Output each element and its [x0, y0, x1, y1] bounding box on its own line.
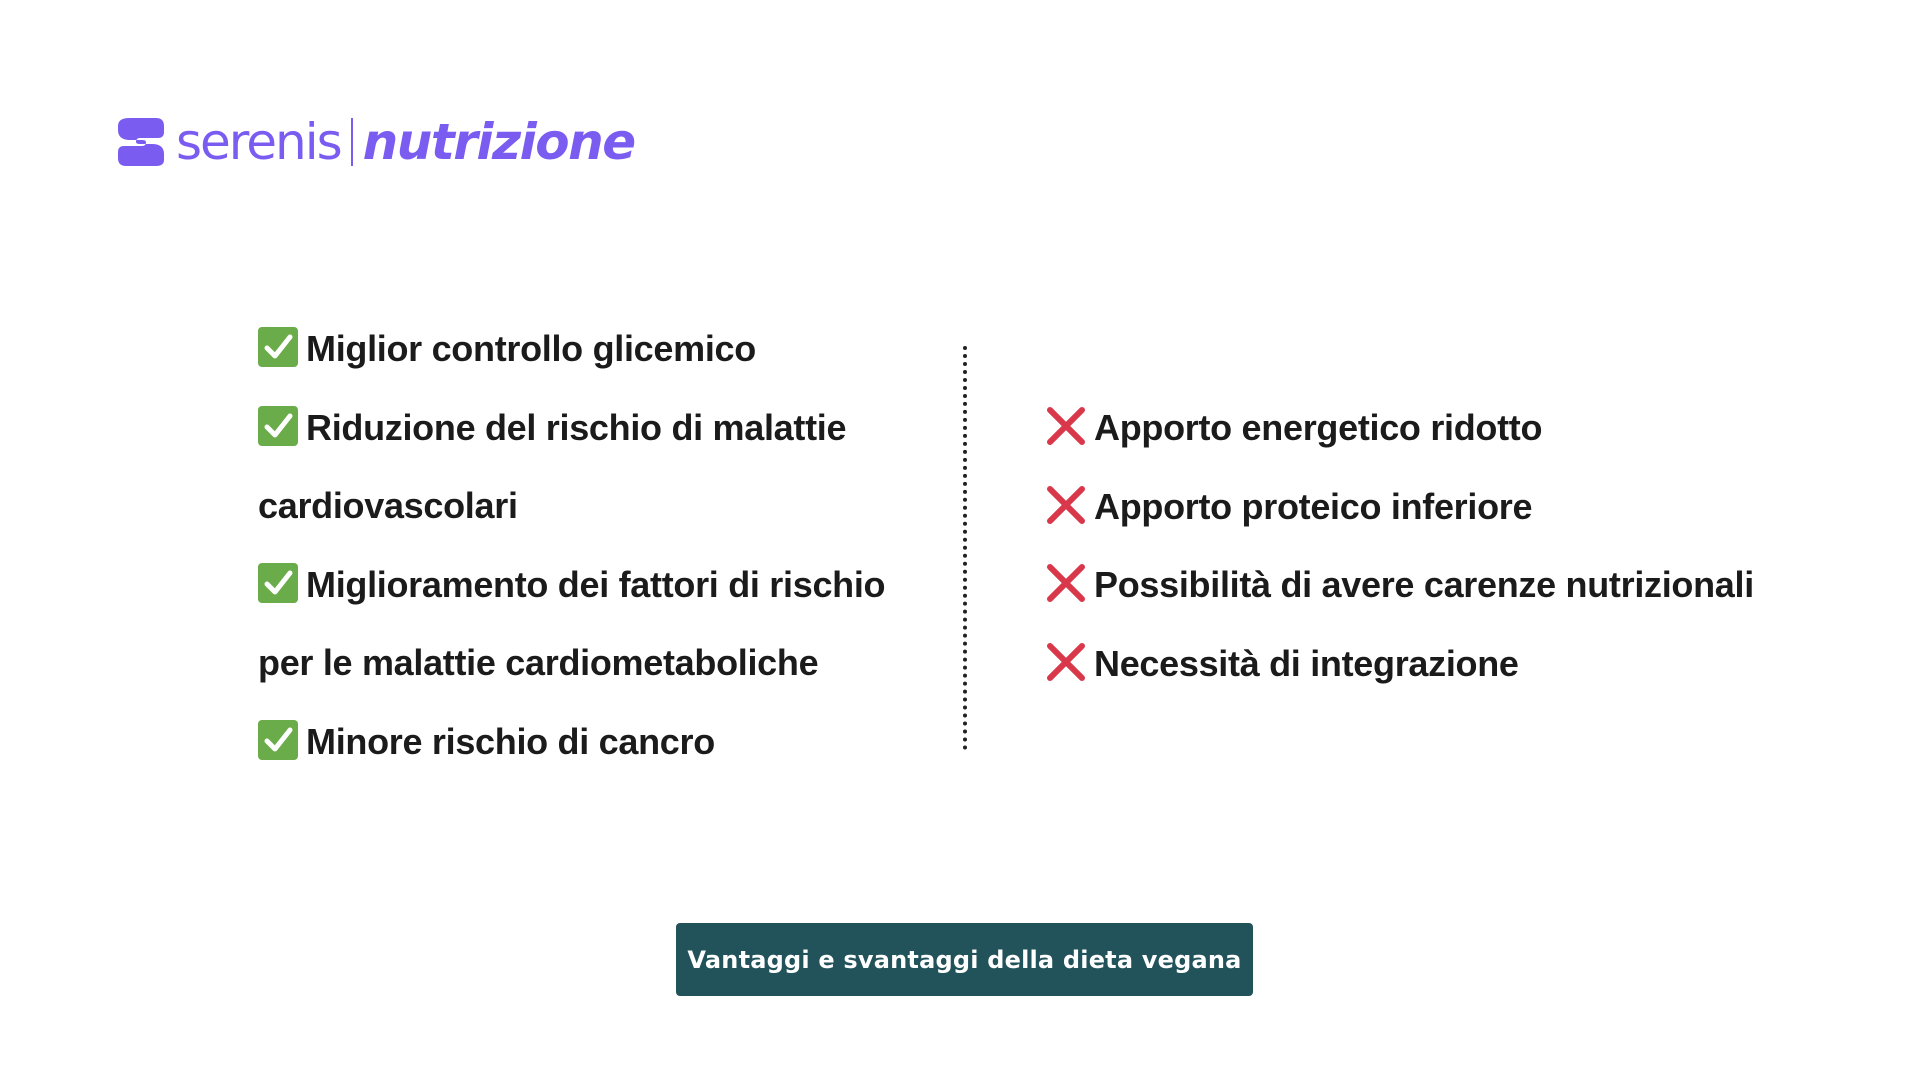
pros-item	[258, 703, 898, 782]
cons-item	[1046, 468, 1806, 547]
check-icon	[258, 563, 298, 603]
serenis-s-icon	[116, 116, 166, 168]
cross-icon	[1046, 631, 1086, 671]
check-icon	[258, 406, 298, 446]
cons-item-text: Apporto proteico inferiore	[1094, 485, 1533, 527]
pros-item-text: Miglior controllo glicemico	[306, 328, 756, 369]
pros-list	[258, 310, 898, 781]
cross-icon	[1046, 552, 1086, 592]
pros-item	[258, 546, 898, 703]
cons-item-text: Necessità di integrazione	[1094, 642, 1519, 684]
pros-item-text: Miglioramento dei fattori di rischio per le malattie cardiometaboliche	[258, 563, 886, 683]
cons-item	[1046, 546, 1806, 625]
logo-product-name: nutrizione	[362, 113, 635, 171]
cons-item-text: Apporto energetico ridotto	[1094, 407, 1543, 448]
pros-item-text: Riduzione del rischio di malattie cardiovascolari	[258, 406, 847, 526]
cross-icon	[1046, 474, 1086, 514]
pros-item-text: Minore rischio di cancro	[306, 720, 715, 762]
cons-item	[1046, 389, 1806, 468]
logo-brand-name: serenis	[176, 113, 341, 171]
logo-divider	[351, 118, 353, 166]
cons-item	[1046, 625, 1806, 704]
pros-item	[258, 389, 898, 546]
pros-item	[258, 310, 898, 389]
cons-item-text: Possibilità di avere carenze nutrizionali	[1094, 564, 1754, 605]
column-divider	[963, 346, 967, 750]
cons-list	[1046, 389, 1806, 703]
caption-button[interactable]: Vantaggi e svantaggi della dieta vegana	[676, 923, 1253, 996]
check-icon	[258, 720, 298, 760]
cross-icon	[1046, 395, 1086, 435]
serenis-nutrizione-logo	[116, 112, 635, 172]
check-icon	[258, 327, 298, 367]
